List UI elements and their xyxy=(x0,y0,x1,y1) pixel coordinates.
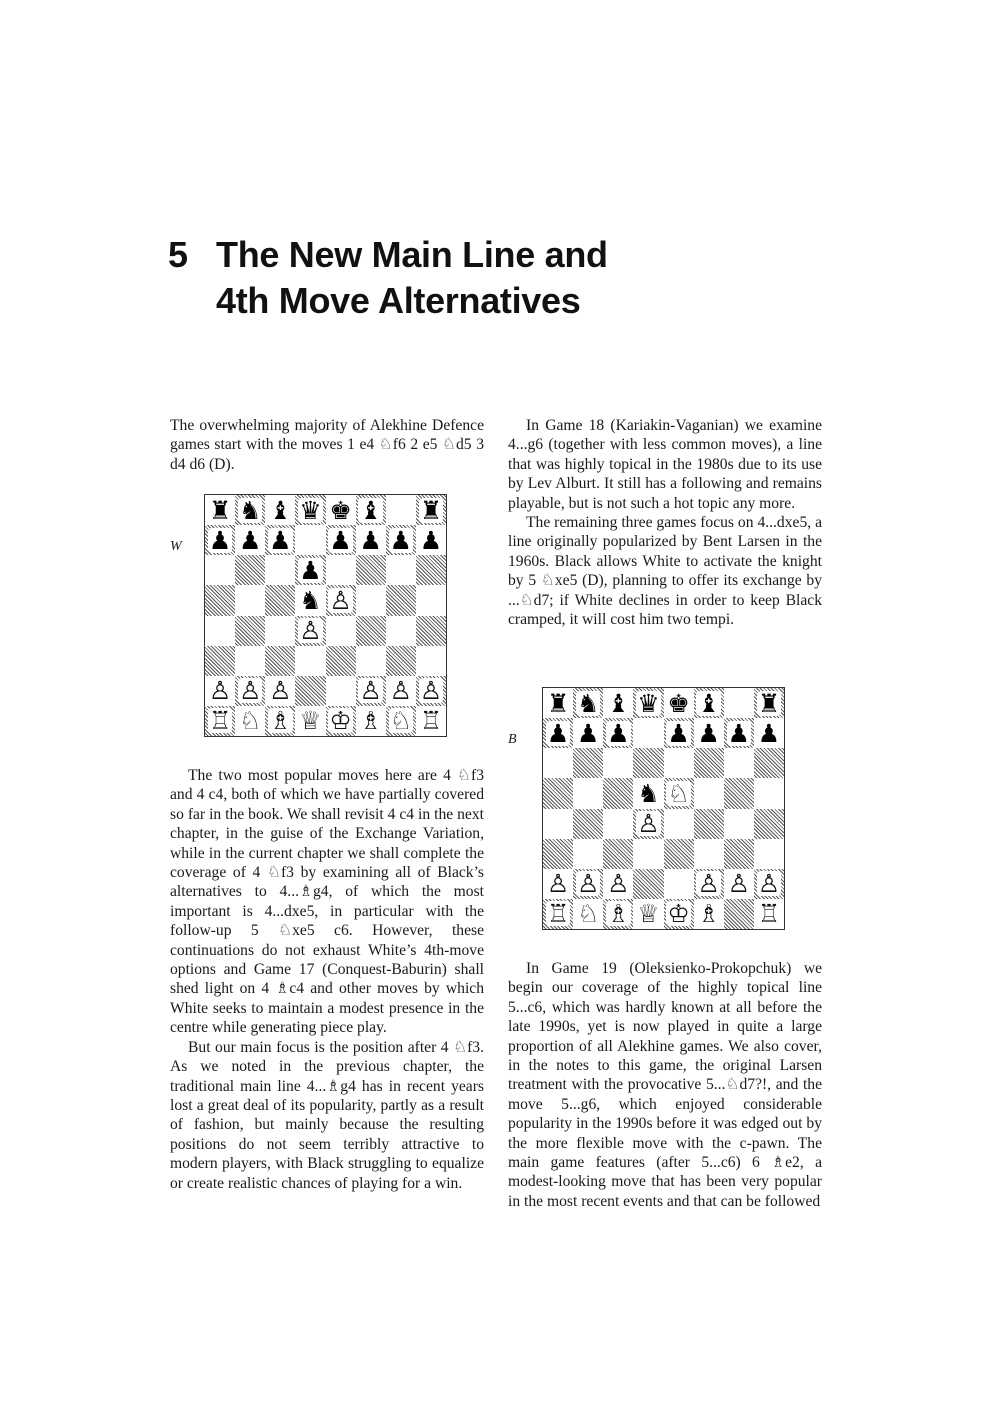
board-square xyxy=(603,688,633,718)
board-square xyxy=(543,899,573,929)
board-square xyxy=(235,706,265,736)
body-paragraph: The remaining three games focus on 4...dxe5, a line originally popularized by Bent Larsen in the 1960s. Black allows White to activate the knight by 5 ♘xe5 (D), planning to offer its exchange by ...♘d7; if White declines in order to keep Black cramped, it will cost him two tempi. xyxy=(508,514,822,629)
board-square xyxy=(754,869,784,899)
body-paragraph: The two most popular moves here are 4 ♘f3 and 4 c4, both of which we have partially covered so far in the book. We shall revisit 4 c4 in the next chapter, in the guise of the Exchange Variation, while in the current chapter we shall complete the coverage of 4 ♘f3 by examining all of Black’s alternatives to 4...♗g4, of which the most important is 4...dxe5, in particular with the follow-up 5 ♘xe5 c6. However, these continuations do not exhaust White’s 4th-move options and Game 17 (Conquest-Baburin) shall shed light on 4 ♗c4 and other moves by which White seeks to maintain a modest presence in the centre while generating piece play. xyxy=(170,767,484,1037)
black-pawn-icon: ♟ xyxy=(757,718,781,748)
board-square xyxy=(416,555,446,585)
board-square xyxy=(235,676,265,706)
black-pawn-icon: ♟ xyxy=(208,525,232,555)
black-king-icon: ♚ xyxy=(329,495,352,525)
black-pawn-icon: ♟ xyxy=(546,718,570,748)
board-square xyxy=(724,839,754,869)
black-knight-icon: ♞ xyxy=(238,495,262,525)
board-square xyxy=(754,688,784,718)
white-pawn-icon: ♙ xyxy=(757,869,781,899)
black-pawn-icon: ♟ xyxy=(359,525,382,555)
white-pawn-icon: ♙ xyxy=(329,585,352,615)
left-column-bottom xyxy=(170,766,484,1193)
black-rook-icon: ♜ xyxy=(419,495,443,525)
board-square xyxy=(724,778,754,808)
black-queen-icon: ♛ xyxy=(299,495,322,525)
black-pawn-icon: ♟ xyxy=(727,718,751,748)
white-rook-icon: ♖ xyxy=(419,706,443,736)
board-square xyxy=(633,809,663,839)
black-bishop-icon: ♝ xyxy=(607,688,630,718)
board-square xyxy=(295,616,325,646)
right-column-top xyxy=(508,416,822,629)
board-square xyxy=(416,646,446,676)
white-knight-icon: ♘ xyxy=(389,706,413,736)
intro-paragraph: The overwhelming majority of Alekhine Defence games start with the moves 1 e4 ♘f6 2 e5 ♘d5 3 d4 d6 (D). xyxy=(170,417,484,473)
board-square xyxy=(386,616,416,646)
board-square xyxy=(265,616,295,646)
chapter-number: 5 xyxy=(168,234,188,275)
board-square xyxy=(326,646,356,676)
white-bishop-icon: ♗ xyxy=(359,706,382,736)
board-square xyxy=(694,839,724,869)
board-square xyxy=(356,616,386,646)
body-paragraph: In Game 18 (Kariakin-Vaganian) we examine 4...g6 (together with less common moves), a line that was highly topical in the 1980s due to its use by Lev Alburt. It still has a following and remains playable, but is not such a hot topic any more. xyxy=(508,417,822,512)
board-square xyxy=(205,616,235,646)
white-pawn-icon: ♙ xyxy=(389,676,413,706)
board-square xyxy=(664,688,694,718)
black-knight-icon: ♞ xyxy=(576,688,600,718)
board-square xyxy=(633,839,663,869)
white-pawn-icon: ♙ xyxy=(576,869,600,899)
chess-diagram-1 xyxy=(204,494,447,737)
board-square xyxy=(754,809,784,839)
board-square xyxy=(603,778,633,808)
board-square xyxy=(265,676,295,706)
board-square xyxy=(326,495,356,525)
board-square xyxy=(694,778,724,808)
board-square xyxy=(265,525,295,555)
board-square xyxy=(235,495,265,525)
board-square xyxy=(724,748,754,778)
board-square xyxy=(664,718,694,748)
board-square xyxy=(326,616,356,646)
white-pawn-icon: ♙ xyxy=(299,616,322,646)
board-square xyxy=(295,646,325,676)
white-rook-icon: ♖ xyxy=(208,706,232,736)
board-square xyxy=(573,718,603,748)
board-square xyxy=(694,809,724,839)
board-square xyxy=(724,809,754,839)
board-square xyxy=(386,646,416,676)
black-knight-icon: ♞ xyxy=(637,778,660,808)
chess-diagram-2 xyxy=(542,687,785,930)
board-square xyxy=(754,748,784,778)
white-queen-icon: ♕ xyxy=(637,899,660,929)
board-square xyxy=(265,585,295,615)
board-square xyxy=(235,616,265,646)
white-pawn-icon: ♙ xyxy=(359,676,382,706)
board-square xyxy=(603,809,633,839)
board-square xyxy=(603,748,633,778)
board-square xyxy=(386,525,416,555)
white-pawn-icon: ♙ xyxy=(727,869,751,899)
black-rook-icon: ♜ xyxy=(757,688,781,718)
white-pawn-icon: ♙ xyxy=(208,676,232,706)
white-knight-icon: ♘ xyxy=(238,706,262,736)
board-square xyxy=(664,869,694,899)
white-pawn-icon: ♙ xyxy=(419,676,443,706)
board-square xyxy=(543,809,573,839)
board-square xyxy=(543,778,573,808)
white-king-icon: ♔ xyxy=(329,706,352,736)
board-square xyxy=(573,688,603,718)
body-paragraph: In Game 19 (Oleksienko-Prokopchuk) we begin our coverage of the highly topical line 5...c6, which was hardly known at all before the late 1990s, yet is now played in quite a large proportion of all Alekhine games. We also cover, in the notes to this game, the original Larsen treatment with the provocative 5...♘d7?!, and the move 5...g6, which enjoyed considerable popularity in the 1990s before it was edged out by the more flexible move with the c-pawn. The main game features (after 5...c6) 6 ♗e2, a modest-looking move that has been very popular in the most recent events and that can be followed xyxy=(508,960,822,1210)
board-square xyxy=(633,778,663,808)
black-knight-icon: ♞ xyxy=(299,585,322,615)
board-square xyxy=(295,585,325,615)
board-square xyxy=(235,555,265,585)
white-pawn-icon: ♙ xyxy=(269,676,292,706)
board-square xyxy=(603,839,633,869)
white-rook-icon: ♖ xyxy=(757,899,781,929)
board-square xyxy=(664,778,694,808)
board-square xyxy=(603,869,633,899)
board-square xyxy=(265,555,295,585)
board-square xyxy=(694,748,724,778)
board-square xyxy=(573,778,603,808)
board-square xyxy=(416,525,446,555)
white-bishop-icon: ♗ xyxy=(697,899,720,929)
board-square xyxy=(205,555,235,585)
white-pawn-icon: ♙ xyxy=(697,869,720,899)
black-bishop-icon: ♝ xyxy=(697,688,720,718)
white-pawn-icon: ♙ xyxy=(546,869,570,899)
black-rook-icon: ♜ xyxy=(546,688,570,718)
board-square xyxy=(326,555,356,585)
board-square xyxy=(603,899,633,929)
board-square xyxy=(573,899,603,929)
board-square xyxy=(664,899,694,929)
board-square xyxy=(205,525,235,555)
board-square xyxy=(754,778,784,808)
board-square xyxy=(543,748,573,778)
board-square xyxy=(265,495,295,525)
black-bishop-icon: ♝ xyxy=(269,495,292,525)
board-square xyxy=(295,555,325,585)
board-square xyxy=(356,495,386,525)
board-square xyxy=(724,718,754,748)
board-square xyxy=(205,495,235,525)
board-square xyxy=(205,706,235,736)
black-pawn-icon: ♟ xyxy=(238,525,262,555)
black-pawn-icon: ♟ xyxy=(576,718,600,748)
white-rook-icon: ♖ xyxy=(546,899,570,929)
board-square xyxy=(694,869,724,899)
white-bishop-icon: ♗ xyxy=(269,706,292,736)
board-square xyxy=(573,809,603,839)
board-square xyxy=(633,899,663,929)
chapter-title-line-1: The New Main Line and xyxy=(216,234,608,275)
black-pawn-icon: ♟ xyxy=(419,525,443,555)
right-column-bottom xyxy=(508,959,822,1211)
white-queen-icon: ♕ xyxy=(299,706,322,736)
board-square xyxy=(416,676,446,706)
board-square xyxy=(205,585,235,615)
board-square xyxy=(386,555,416,585)
board-square xyxy=(356,585,386,615)
board-square xyxy=(235,646,265,676)
board-square xyxy=(416,585,446,615)
black-rook-icon: ♜ xyxy=(208,495,232,525)
board-square xyxy=(664,809,694,839)
board-square xyxy=(356,706,386,736)
board-square xyxy=(326,676,356,706)
chapter-title xyxy=(168,232,608,324)
board-square xyxy=(694,718,724,748)
board-square xyxy=(724,869,754,899)
white-bishop-icon: ♗ xyxy=(607,899,630,929)
board-square xyxy=(633,688,663,718)
white-pawn-icon: ♙ xyxy=(238,676,262,706)
board-square xyxy=(205,676,235,706)
board-square xyxy=(326,525,356,555)
body-paragraph: But our main focus is the position after 4 ♘f3. As we noted in the previous chapter, the traditional main line 4...♗g4 has in recent years lost a great deal of its popularity, partly as a result of fashion, but mainly because the resulting positions do not seem terribly attractive to modern players, with Black struggling to equalize or create realistic chances of playing for a win. xyxy=(170,1038,484,1192)
left-column-top xyxy=(170,416,484,474)
black-pawn-icon: ♟ xyxy=(269,525,292,555)
board-square xyxy=(694,688,724,718)
board-square xyxy=(664,839,694,869)
board-square xyxy=(573,869,603,899)
board-square xyxy=(416,616,446,646)
board-square xyxy=(416,495,446,525)
white-king-icon: ♔ xyxy=(667,899,690,929)
white-pawn-icon: ♙ xyxy=(607,869,630,899)
board-square xyxy=(386,676,416,706)
board-square xyxy=(265,646,295,676)
board-square xyxy=(724,688,754,718)
white-pawn-icon: ♙ xyxy=(637,809,660,839)
black-bishop-icon: ♝ xyxy=(359,495,382,525)
board-square xyxy=(573,748,603,778)
board-square xyxy=(416,706,446,736)
diagram-1-side-to-move: W xyxy=(170,539,182,554)
board-square xyxy=(386,585,416,615)
white-knight-icon: ♘ xyxy=(667,778,690,808)
board-square xyxy=(265,706,295,736)
board-square xyxy=(694,899,724,929)
black-pawn-icon: ♟ xyxy=(667,718,690,748)
board-square xyxy=(356,525,386,555)
board-square xyxy=(386,706,416,736)
board-square xyxy=(356,555,386,585)
board-square xyxy=(235,585,265,615)
black-pawn-icon: ♟ xyxy=(329,525,352,555)
board-square xyxy=(326,585,356,615)
board-square xyxy=(633,869,663,899)
board-square xyxy=(295,525,325,555)
diagram-2-side-to-move: B xyxy=(508,732,517,747)
board-square xyxy=(543,688,573,718)
board-square xyxy=(754,899,784,929)
board-square xyxy=(235,525,265,555)
board-square xyxy=(295,706,325,736)
board-square xyxy=(326,706,356,736)
black-pawn-icon: ♟ xyxy=(607,718,630,748)
board-square xyxy=(356,676,386,706)
black-pawn-icon: ♟ xyxy=(389,525,413,555)
black-king-icon: ♚ xyxy=(667,688,690,718)
black-pawn-icon: ♟ xyxy=(697,718,720,748)
black-pawn-icon: ♟ xyxy=(299,555,322,585)
board-square xyxy=(386,495,416,525)
board-square xyxy=(664,748,694,778)
board-square xyxy=(543,718,573,748)
board-square xyxy=(754,839,784,869)
board-square xyxy=(754,718,784,748)
board-square xyxy=(205,646,235,676)
board-square xyxy=(356,646,386,676)
board-square xyxy=(543,839,573,869)
board-square xyxy=(573,839,603,869)
chapter-title-line-2: 4th Move Alternatives xyxy=(216,280,581,321)
board-square xyxy=(603,718,633,748)
board-square xyxy=(633,748,663,778)
black-queen-icon: ♛ xyxy=(637,688,660,718)
board-square xyxy=(633,718,663,748)
board-square xyxy=(295,676,325,706)
board-square xyxy=(724,899,754,929)
board-square xyxy=(543,869,573,899)
board-square xyxy=(295,495,325,525)
white-knight-icon: ♘ xyxy=(576,899,600,929)
